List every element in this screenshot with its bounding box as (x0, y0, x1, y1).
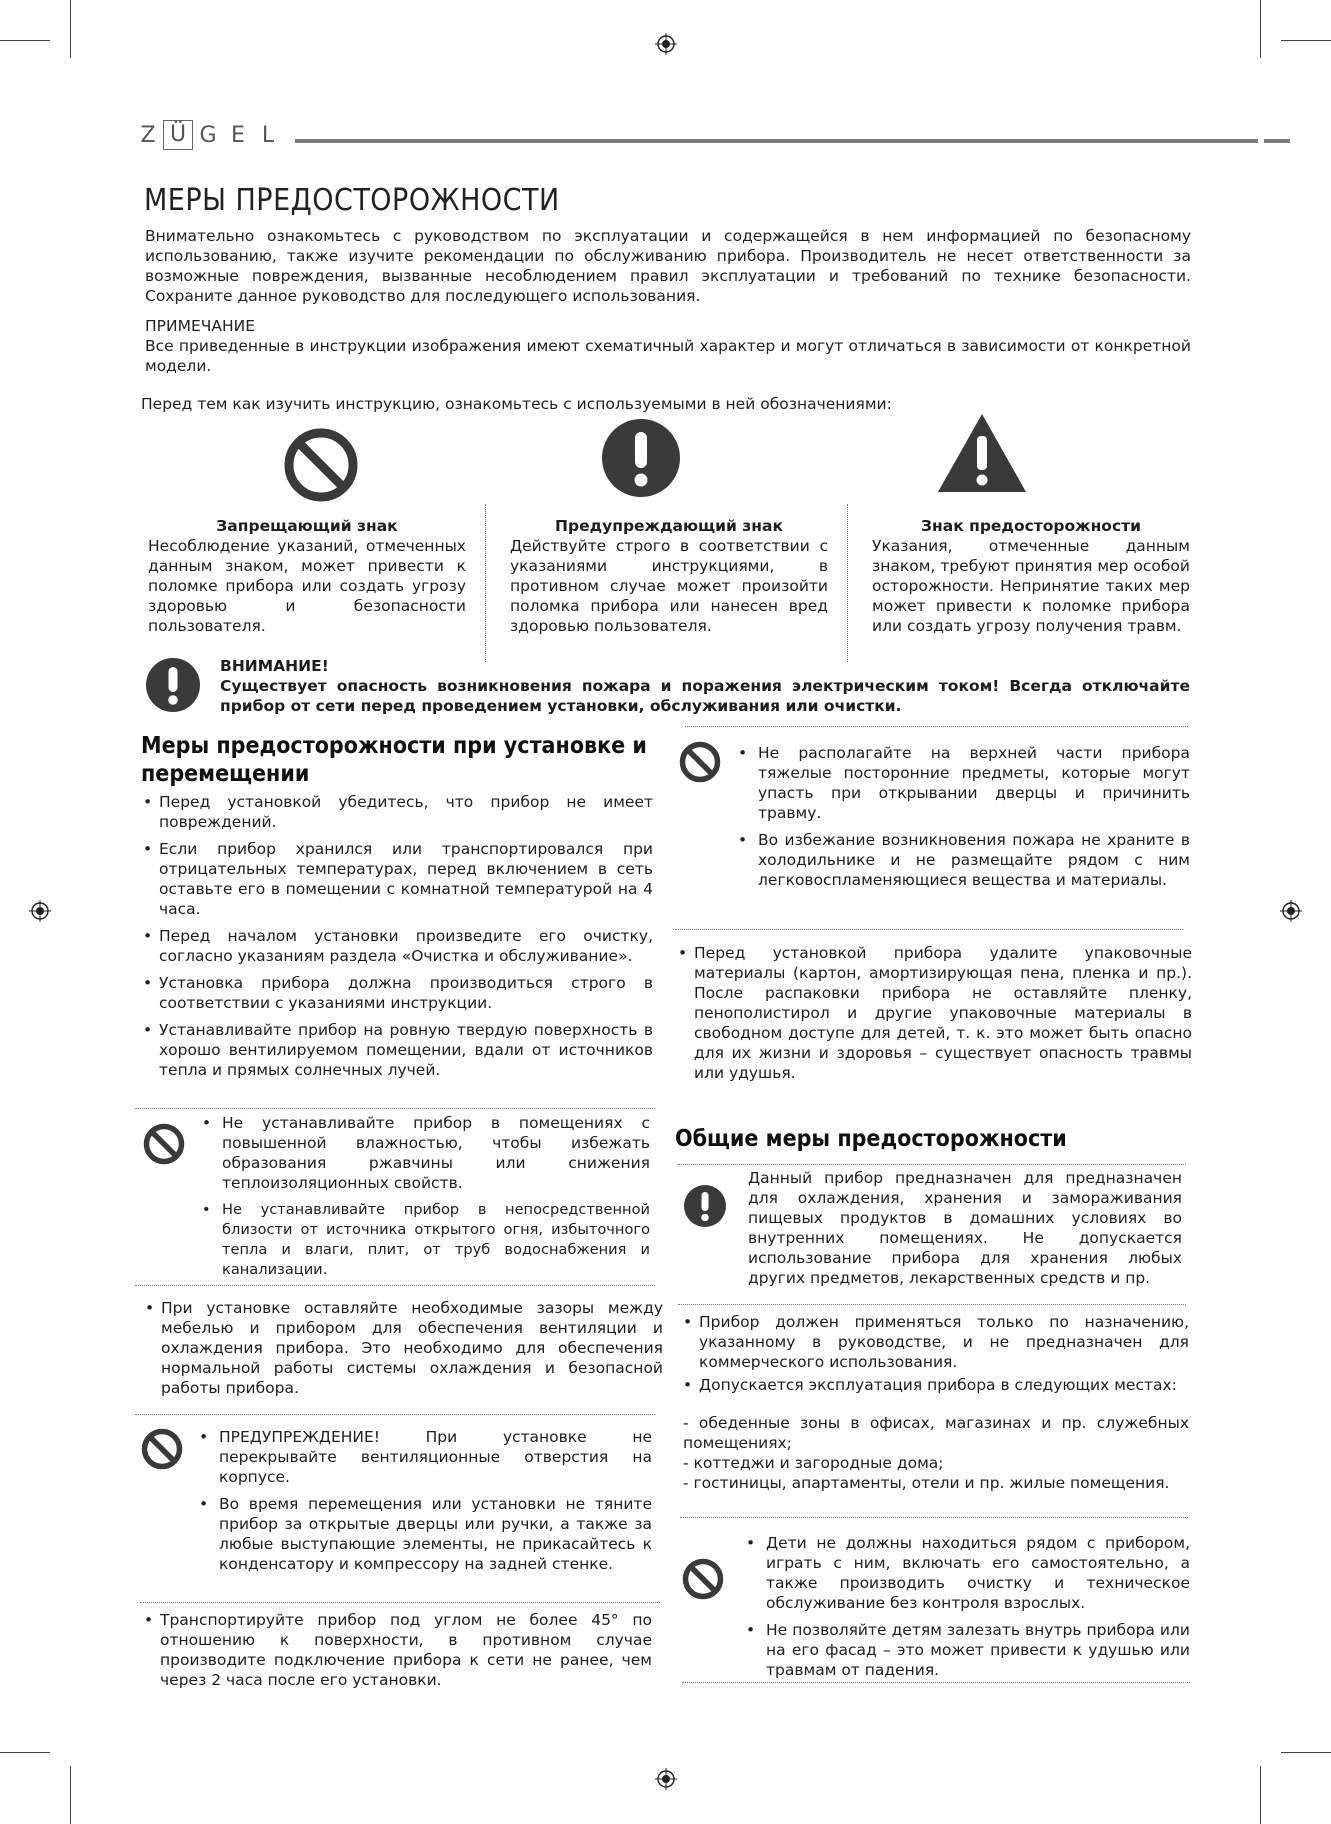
installation-bullets (143, 792, 653, 1087)
symbol-warning (510, 516, 828, 636)
list-item: - обеденные зоны в офисах, магазинах и пр. служебных помещениях; (683, 1414, 1189, 1452)
dotted-separator (682, 1682, 1190, 1683)
storage-prohibitions (736, 743, 1190, 897)
logo-letter: L (261, 122, 275, 148)
dotted-separator (135, 1108, 655, 1109)
list-item: • Допускается эксплуатация прибора в следующих местах: (683, 1375, 1189, 1395)
dotted-separator (678, 1304, 1186, 1305)
crop-mark (0, 1752, 50, 1753)
usage-bullets (683, 1312, 1189, 1395)
section-heading-general: Общие меры предосторожности (675, 1126, 1067, 1152)
prohibition-icon (681, 1557, 725, 1601)
exclamation-icon (145, 657, 201, 713)
packaging-bullet (678, 943, 1192, 1090)
exclamation-icon (601, 418, 681, 498)
registration-mark-icon (1280, 900, 1302, 922)
purpose-warning-text: Данный прибор предназначен для предназначен для охлаждения, хранения и замораживания пищевых продуктов в домашних условиях во внутренних помещениях. Не допускается использование прибора для хранения любых других предметов, лекарственных средств и пр. (748, 1169, 1182, 1287)
dotted-separator (135, 1414, 655, 1415)
logo-letter: Z (140, 122, 156, 148)
symbol-text: Действуйте строго в соответствии с указаниями инструкциями, в противном случае может произойти поломка прибора или нанесен вред здоровью пользователя. (510, 537, 828, 635)
dotted-separator (680, 1517, 1188, 1518)
list-item: • При установке оставляйте необходимые зазоры между мебелью и прибором для обеспечения вентиляции и охлаждения прибора. Это необходимо для обеспечения нормальной работы системы охлаждения и безопасной работы прибора. (145, 1298, 663, 1398)
list-item: • Установка прибора должна производиться строго в соответствии с указаниями инструкции. (143, 973, 653, 1013)
dotted-separator (140, 1602, 660, 1603)
dotted-separator (685, 726, 1188, 727)
warning-triangle-icon (936, 412, 1028, 494)
list-item: • Прибор должен применяться только по назначению, указанному в руководстве, и не предназначен для коммерческого использования. (683, 1312, 1189, 1372)
crop-mark (1281, 40, 1331, 41)
prohibition-icon (678, 740, 722, 784)
crop-mark (1260, 0, 1261, 58)
dotted-separator (675, 929, 1183, 930)
installation-prohibitions-1 (200, 1113, 650, 1287)
symbol-caution (872, 516, 1190, 636)
gap-bullet (145, 1298, 663, 1405)
symbol-title: Запрещающий знак (216, 517, 398, 535)
section-heading-installation: Меры предосторожности при установке и перемещении (141, 733, 647, 787)
dotted-separator (135, 1285, 655, 1286)
crop-mark (70, 1766, 71, 1824)
prohibition-icon (142, 1122, 186, 1166)
list-item: • Если прибор хранился или транспортировался при отрицательных температурах, перед включением в сеть оставьте его в помещении с комнатной температурой на 4 часа. (143, 839, 653, 919)
dotted-separator (847, 504, 848, 662)
dotted-separator (485, 504, 486, 662)
symbol-text: Несоблюдение указаний, отмеченных данным знаком, может привести к поломке прибора или создать угрозу здоровью и безопасности пользователя. (148, 537, 466, 635)
logo-letter: Ü (163, 120, 193, 150)
symbol-title: Предупреждающий знак (555, 517, 783, 535)
transport-bullet (144, 1610, 652, 1697)
header-rule-end (1264, 139, 1290, 143)
header-rule (295, 139, 1258, 143)
list-item: • Перед установкой прибора удалите упаковочные материалы (картон, амортизирующая пена, пленка и пр.). После распаковки прибора не оставляйте пленку, пенополистирол и другие упаковочные материалы в свободном доступе для детей, т. к. это может быть опасно для их жизни и здоровья – существует опасность травмы или удушья. (678, 943, 1192, 1083)
registration-mark-icon (29, 900, 51, 922)
attention-heading: ВНИМАНИЕ! (220, 657, 329, 675)
list-item: • ПРЕДУПРЕЖДЕНИЕ! При установке не перекрывайте вентиляционные отверстия на корпусе. (197, 1427, 652, 1487)
list-item: - коттеджи и загородные дома; (683, 1454, 944, 1472)
attention-block (220, 656, 1190, 716)
list-item: • Дети не должны находиться рядом с прибором, играть с ним, включать его самостоятельно, а также производить очистку и техническое обслуживание без контроля взрослых. (744, 1533, 1190, 1613)
note-heading: ПРИМЕЧАНИЕ (145, 317, 256, 335)
list-item: • Не позволяйте детям залезать внутрь прибора или на его фасад – это может привести к удушью или травмам от падения. (744, 1620, 1190, 1680)
crop-mark (70, 0, 71, 58)
list-item: • Во избежание возникновения пожара не храните в холодильнике и не размещайте рядом с ним легковоспламеняющиеся вещества и материалы. (736, 830, 1190, 890)
prohibition-icon (140, 1427, 184, 1471)
registration-mark-icon (655, 33, 677, 55)
dotted-separator (678, 1164, 1186, 1165)
symbol-text: Указания, отмеченные данным знаком, требуют принятия мер особой осторожности. Непринятие таких мер может привести к поломке прибора или создать угрозу получения травм. (872, 537, 1190, 635)
list-item: • Не устанавливайте прибор в помещениях с повышенной влажностью, чтобы избежать образования ржавчины или снижения теплоизоляционных свойств. (200, 1113, 650, 1193)
attention-text: Существует опасность возникновения пожара и поражения электрическим током! Всегда отключайте прибор от сети перед проведением установки, обслуживания или очистки. (220, 677, 1190, 715)
list-item: • Не располагайте на верхней части прибора тяжелые посторонние предметы, которые могут упасть при открывании дверцы и причинить травму. (736, 743, 1190, 823)
list-item: • Транспортируйте прибор под углом не более 45° по отношению к поверхности, в противном случае производите подключение прибора к сети не ранее, чем через 2 часа после его установки. (144, 1610, 652, 1690)
symbols-intro: Перед тем как изучить инструкцию, ознакомьтесь с используемыми в ней обозначениями: (141, 395, 892, 413)
list-item: • Перед началом установки произведите его очистку, согласно указаниям раздела «Очистка и обслуживание». (143, 926, 653, 966)
places-list (683, 1413, 1189, 1493)
list-item: • Перед установкой убедитесь, что прибор не имеет повреждений. (143, 792, 653, 832)
symbol-title: Знак предосторожности (921, 517, 1141, 535)
list-item: • Устанавливайте прибор на ровную твердую поверхность в хорошо вентилируемом помещении, вдали от источников тепла и прямых солнечных лучей. (143, 1020, 653, 1080)
symbol-prohibition (148, 516, 466, 636)
logo-letter: G (199, 122, 217, 148)
intro-paragraph: Внимательно ознакомьтесь с руководством по эксплуатации и содержащейся в нем информацией по безопасному использованию, также изучите рекомендации по обслуживанию прибора. Производитель не несет ответственности за возможные повреждения, вызванные несоблюдением правил эксплуатации и требований по технике безопасности. Сохраните данное руководство для последующего использования. (145, 227, 1191, 305)
exclamation-icon (683, 1184, 727, 1228)
registration-mark-icon (655, 1768, 677, 1790)
brand-logo (133, 120, 283, 150)
crop-mark (0, 40, 50, 41)
logo-letter: E (231, 122, 245, 148)
prohibition-icon (283, 427, 359, 503)
installation-prohibitions-2 (197, 1427, 652, 1581)
page-title: МЕРЫ ПРЕДОСТОРОЖНОСТИ (144, 183, 560, 218)
crop-mark (1281, 1752, 1331, 1753)
crop-mark (1260, 1766, 1261, 1824)
list-item: • Во время перемещения или установки не тяните прибор за открытые дверцы или ручки, а также за любые выступающие элементы, не прикасайтесь к конденсатору и компрессору на задней стенке. (197, 1494, 652, 1574)
list-item: • Не устанавливайте прибор в непосредственной близости от источника открытого огня, избыточного тепла и влаги, плит, от труб водоснабжения и канализации. (200, 1200, 650, 1280)
children-prohibitions (744, 1533, 1190, 1687)
list-item: - гостиницы, апартаменты, отели и пр. жилые помещения. (683, 1474, 1170, 1492)
note-text: Все приведенные в инструкции изображения имеют схематичный характер и могут отличаться в зависимости от конкретной модели. (145, 337, 1191, 375)
